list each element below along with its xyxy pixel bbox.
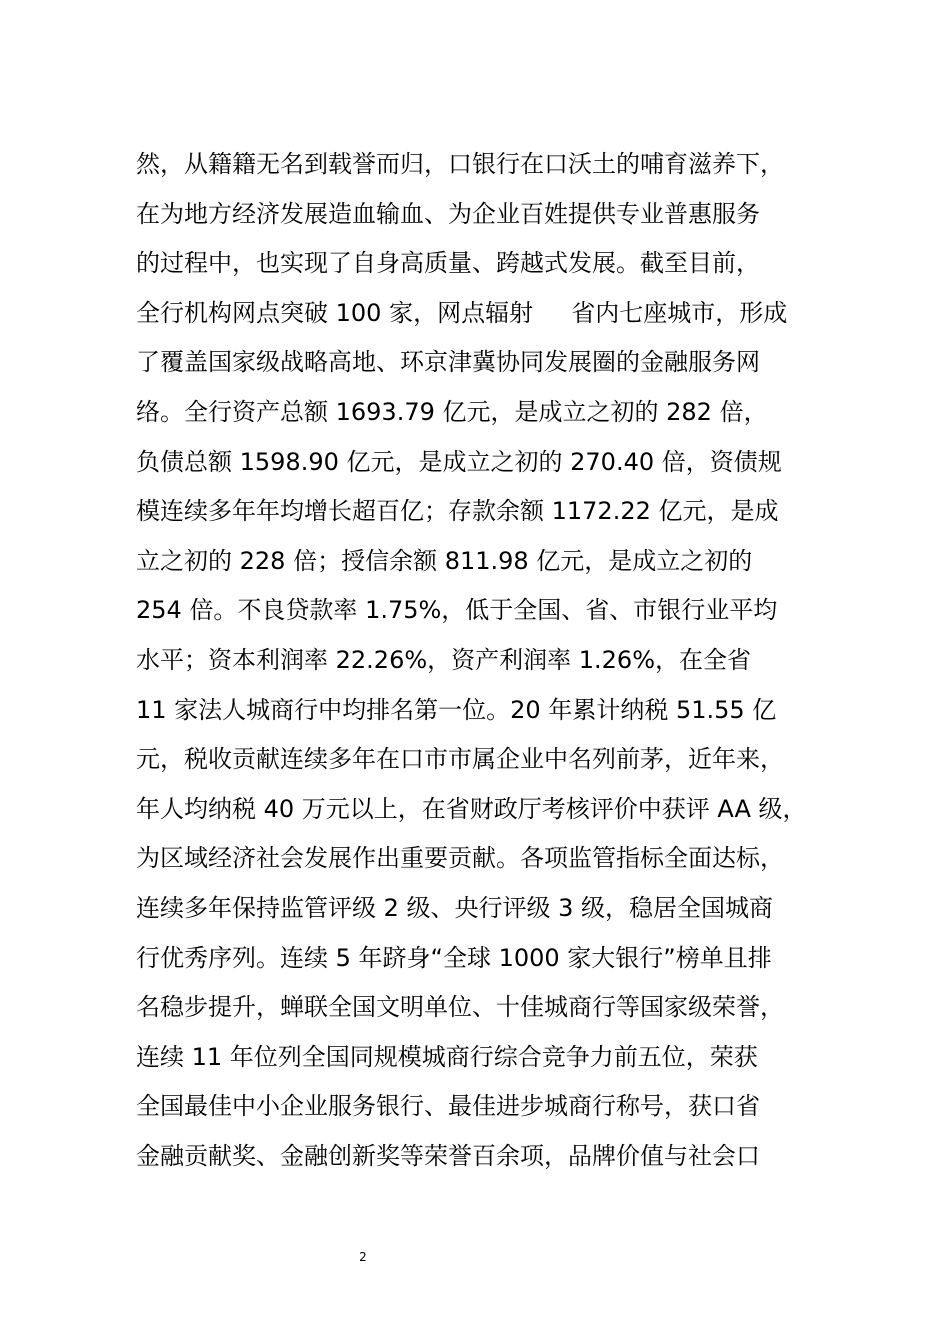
text-line: 络。全行资产总额 1693.79 亿元，是成立之初的 282 倍， <box>136 397 768 426</box>
body-paragraph <box>136 140 836 1181</box>
text-line: 全国最佳中小企业服务银行、最佳进步城商行称号，获口省 <box>136 1092 760 1121</box>
text-line: 连续多年保持监管评级 2 级、央行评级 3 级，稳居全国城商 <box>136 893 774 922</box>
text-line: 立之初的 228 倍；授信余额 811.98 亿元，是成立之初的 <box>136 546 753 575</box>
text-line: 年人均纳税 40 万元以上，在省财政厅考核评价中获评 AA 级， <box>136 794 807 823</box>
text-line: 254 倍。不良贷款率 1.75%，低于全国、省、市银行业平均 <box>136 596 778 625</box>
text-line: 金融贡献奖、金融创新奖等荣誉百余项，品牌价值与社会口 <box>136 1141 760 1170</box>
text-line: 连续 11 年位列全国同规模城商行综合竞争力前五位，荣获 <box>136 1042 758 1071</box>
text-line: 元，税收贡献连续多年在口市市属企业中名列前茅，近年来， <box>136 745 784 774</box>
text-line: 然，从籍籍无名到载誉而归，口银行在口沃土的哺育滋养下， <box>136 150 784 178</box>
text-line: 负债总额 1598.90 亿元，是成立之初的 270.40 倍，资债规 <box>136 447 782 476</box>
text-line: 为区域经济社会发展作出重要贡献。各项监管指标全面达标， <box>136 844 784 873</box>
text-line: 在为地方经济发展造血输血、为企业百姓提供专业普惠服务 <box>136 199 760 228</box>
text-line: 行优秀序列。连续 5 年跻身“全球 1000 家大银行”榜单且排 <box>136 943 772 972</box>
text-line: 了覆盖国家级战略高地、环京津冀协同发展圈的金融服务网 <box>136 348 760 377</box>
page-number-text: 2 <box>359 1250 367 1264</box>
text-line: 水平；资本利润率 22.26%，资产利润率 1.26%，在全省 <box>136 645 752 674</box>
text-line: 名稳步提升，蝉联全国文明单位、十佳城商行等国家级荣誉， <box>136 993 784 1022</box>
text-line: 的过程中，也实现了自身高质量、跨越式发展。截至目前， <box>136 249 760 278</box>
text-line: 模连续多年年均增长超百亿；存款余额 1172.22 亿元，是成 <box>136 497 779 526</box>
text-line: 11 家法人城商行中均排名第一位。20 年累计纳税 51.55 亿 <box>136 695 777 724</box>
page-number <box>0 1250 950 1264</box>
text-line: 全行机构网点突破 100 家，网点辐射 省内七座城市，形成 <box>136 298 788 327</box>
